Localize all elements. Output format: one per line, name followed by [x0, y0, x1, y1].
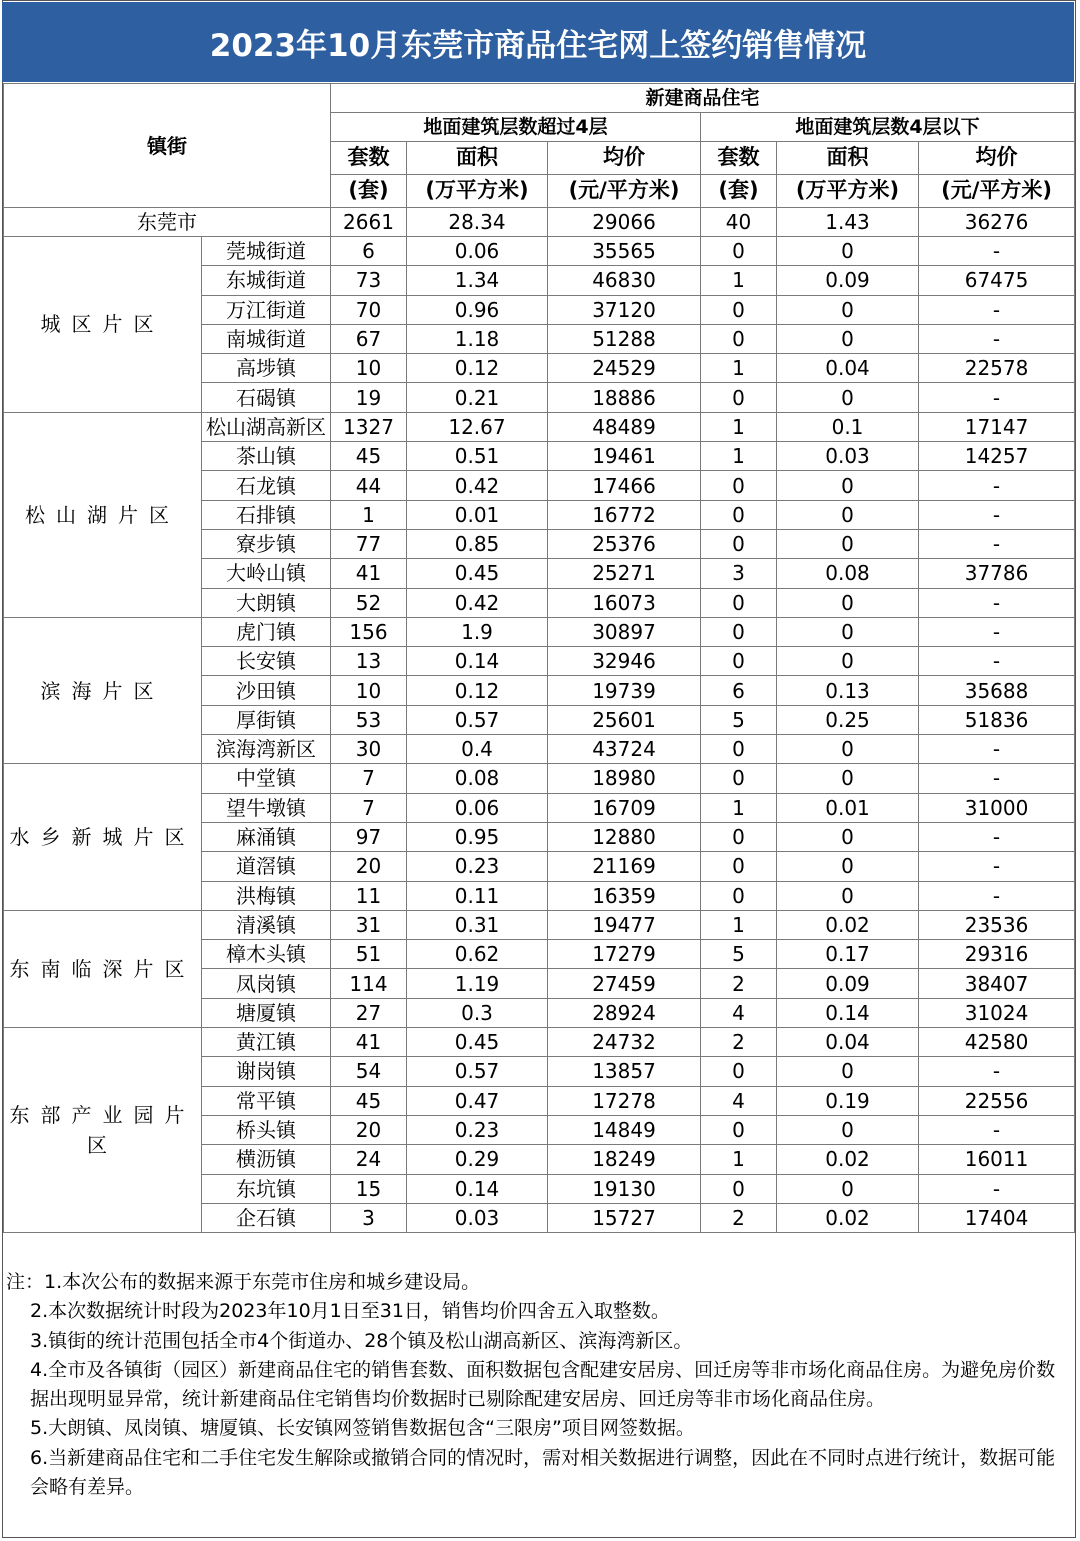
city-area-below4: 1.43: [777, 208, 919, 237]
price-below4: -: [919, 881, 1075, 910]
price-above4: 27459: [548, 969, 701, 998]
count-above4: 156: [331, 617, 407, 646]
area-above4: 0.23: [407, 1115, 548, 1144]
count-above4: 77: [331, 529, 407, 558]
count-below4: 1: [701, 1145, 777, 1174]
count-above4: 1: [331, 500, 407, 529]
city-price-below4: 36276: [919, 208, 1075, 237]
count-below4: 5: [701, 940, 777, 969]
area-above4: 0.62: [407, 940, 548, 969]
area-above4: 0.23: [407, 852, 548, 881]
town-name: 高埗镇: [202, 354, 331, 383]
count-above4: 1327: [331, 412, 407, 441]
area-below4: 0: [777, 237, 919, 266]
city-name: 东莞市: [4, 208, 331, 237]
price-below4: 67475: [919, 266, 1075, 295]
town-name: 凤岗镇: [202, 969, 331, 998]
area-below4: 0: [777, 383, 919, 412]
price-above4: 51288: [548, 324, 701, 353]
table-row: [4, 617, 1075, 646]
town-name: 厚街镇: [202, 705, 331, 734]
count-above4: 6: [331, 237, 407, 266]
area-above4: 0.12: [407, 354, 548, 383]
area-below4: 0: [777, 500, 919, 529]
price-below4: 42580: [919, 1028, 1075, 1057]
note-line: 5.大朗镇、凤岗镇、塘厦镇、长安镇网签销售数据包含“三限房”项目网签数据。: [30, 1417, 695, 1440]
table-row: [4, 910, 1075, 939]
city-total-row: [4, 208, 1075, 237]
price-below4: -: [919, 324, 1075, 353]
count-above4: 54: [331, 1057, 407, 1086]
region-name: 松山湖片区: [4, 412, 202, 617]
count-below4: 6: [701, 676, 777, 705]
price-above4: 16772: [548, 500, 701, 529]
town-name: 横沥镇: [202, 1145, 331, 1174]
area-unit: (万平方米): [407, 175, 548, 208]
area-above4: 12.67: [407, 412, 548, 441]
price-above4: 37120: [548, 295, 701, 324]
city-area-above4: 28.34: [407, 208, 548, 237]
count-below4: 0: [701, 1115, 777, 1144]
area-below4: 0.02: [777, 1203, 919, 1232]
price-above4: 28924: [548, 998, 701, 1027]
count-above4: 31: [331, 910, 407, 939]
price-below4: 23536: [919, 910, 1075, 939]
table-row: [4, 237, 1075, 266]
count-below4: 0: [701, 647, 777, 676]
area-above4: 0.12: [407, 676, 548, 705]
region-name: 滨海片区: [4, 617, 202, 763]
price-above4: 16073: [548, 588, 701, 617]
count-above4: 19: [331, 383, 407, 412]
area-above4: 0.08: [407, 764, 548, 793]
count-above4: 70: [331, 295, 407, 324]
count-above4: 7: [331, 793, 407, 822]
area-below4: 0: [777, 881, 919, 910]
price-below4: -: [919, 764, 1075, 793]
area-below4: 0: [777, 735, 919, 764]
area-below4: 0: [777, 529, 919, 558]
town-name: 虎门镇: [202, 617, 331, 646]
price-below4: -: [919, 617, 1075, 646]
count-above4: 11: [331, 881, 407, 910]
count-below4: 4: [701, 998, 777, 1027]
price-below4: 51836: [919, 705, 1075, 734]
price-above4: 13857: [548, 1057, 701, 1086]
count-below4: 0: [701, 617, 777, 646]
price-above4: 24732: [548, 1028, 701, 1057]
table-row: [4, 412, 1075, 441]
area-above4: 0.4: [407, 735, 548, 764]
price-above4: 32946: [548, 647, 701, 676]
area-below4: 0: [777, 471, 919, 500]
note-line: 6.当新建商品住宅和二手住宅发生解除或撤销合同的情况时，需对相关数据进行调整，因此在不同时点进行统计，数据可能会略有差异。: [30, 1446, 1056, 1499]
town-name: 莞城街道: [202, 237, 331, 266]
area-below4: 0.13: [777, 676, 919, 705]
count-below4: 0: [701, 500, 777, 529]
count-above4: 73: [331, 266, 407, 295]
count-above4: 15: [331, 1174, 407, 1203]
price-below4: 29316: [919, 940, 1075, 969]
count-below4: 0: [701, 529, 777, 558]
town-name: 谢岗镇: [202, 1057, 331, 1086]
count-below4: 1: [701, 910, 777, 939]
town-name: 石龙镇: [202, 471, 331, 500]
count-above4: 3: [331, 1203, 407, 1232]
town-name: 南城街道: [202, 324, 331, 353]
price-below4: -: [919, 647, 1075, 676]
count-below4: 0: [701, 324, 777, 353]
town-name: 常平镇: [202, 1086, 331, 1115]
area-above4: 0.14: [407, 647, 548, 676]
area-below4: 0: [777, 1057, 919, 1086]
price-below4: -: [919, 529, 1075, 558]
area-unit: (万平方米): [777, 175, 919, 208]
area-above4: 0.42: [407, 471, 548, 500]
count-above4: 67: [331, 324, 407, 353]
area-below4: 0: [777, 1174, 919, 1203]
town-name: 桥头镇: [202, 1115, 331, 1144]
count-below4: 0: [701, 852, 777, 881]
city-price-above4: 29066: [548, 208, 701, 237]
town-name: 大岭山镇: [202, 559, 331, 588]
area-above4: 0.57: [407, 1057, 548, 1086]
count-above4: 20: [331, 852, 407, 881]
region-name: 东南临深片区: [4, 910, 202, 1027]
price-above4: 25271: [548, 559, 701, 588]
count-below4: 0: [701, 881, 777, 910]
area-below4: 0.09: [777, 266, 919, 295]
area-header: 面积: [777, 142, 919, 175]
price-above4: 17466: [548, 471, 701, 500]
count-above4: 24: [331, 1145, 407, 1174]
price-below4: -: [919, 500, 1075, 529]
area-below4: 0.19: [777, 1086, 919, 1115]
price-above4: 17279: [548, 940, 701, 969]
count-below4: 1: [701, 412, 777, 441]
price-above4: 12880: [548, 822, 701, 851]
city-count-above4: 2661: [331, 208, 407, 237]
price-unit: (元/平方米): [548, 175, 701, 208]
price-above4: 19130: [548, 1174, 701, 1203]
area-above4: 0.11: [407, 881, 548, 910]
note-line: 4.全市及各镇街（园区）新建商品住宅的销售套数、面积数据包含配建安居房、回迁房等非市场化商品住房。为避免房价数据出现明显异常，统计新建商品住宅销售均价数据时已剔除配建安居房、回迁房等非市场化商品住房。: [30, 1358, 1056, 1411]
town-name: 黄江镇: [202, 1028, 331, 1057]
price-unit: (元/平方米): [919, 175, 1075, 208]
price-below4: -: [919, 471, 1075, 500]
price-below4: -: [919, 735, 1075, 764]
price-below4: -: [919, 237, 1075, 266]
count-above4: 30: [331, 735, 407, 764]
town-name: 长安镇: [202, 647, 331, 676]
count-below4: 0: [701, 822, 777, 851]
area-above4: 1.18: [407, 324, 548, 353]
above-4-floors-header: 地面建筑层数超过4层: [331, 113, 701, 142]
area-below4: 0: [777, 588, 919, 617]
count-header: 套数: [701, 142, 777, 175]
sales-table: [3, 83, 1075, 1233]
area-above4: 0.29: [407, 1145, 548, 1174]
count-above4: 114: [331, 969, 407, 998]
count-header: 套数: [331, 142, 407, 175]
area-below4: 0: [777, 324, 919, 353]
area-above4: 0.57: [407, 705, 548, 734]
price-below4: 37786: [919, 559, 1075, 588]
price-above4: 14849: [548, 1115, 701, 1144]
town-column-header: 镇街: [4, 84, 331, 208]
price-above4: 21169: [548, 852, 701, 881]
count-above4: 10: [331, 354, 407, 383]
group-header: 新建商品住宅: [331, 84, 1075, 113]
count-above4: 53: [331, 705, 407, 734]
below-4-floors-header: 地面建筑层数4层以下: [701, 113, 1075, 142]
table-row: [4, 764, 1075, 793]
price-above4: 35565: [548, 237, 701, 266]
count-below4: 1: [701, 442, 777, 471]
area-above4: 1.9: [407, 617, 548, 646]
price-above4: 43724: [548, 735, 701, 764]
price-below4: -: [919, 588, 1075, 617]
count-below4: 4: [701, 1086, 777, 1115]
city-count-below4: 40: [701, 208, 777, 237]
area-below4: 0: [777, 295, 919, 324]
town-name: 道滘镇: [202, 852, 331, 881]
price-above4: 19461: [548, 442, 701, 471]
note-line: 2.本次数据统计时段为2023年10月1日至31日，销售均价四舍五入取整数。: [30, 1300, 670, 1323]
count-below4: 1: [701, 266, 777, 295]
town-name: 塘厦镇: [202, 998, 331, 1027]
area-below4: 0.04: [777, 354, 919, 383]
table-body: [4, 208, 1075, 1233]
price-above4: 18249: [548, 1145, 701, 1174]
town-name: 滨海湾新区: [202, 735, 331, 764]
area-below4: 0.02: [777, 910, 919, 939]
town-name: 樟木头镇: [202, 940, 331, 969]
area-above4: 0.06: [407, 793, 548, 822]
area-below4: 0: [777, 1115, 919, 1144]
town-name: 望牛墩镇: [202, 793, 331, 822]
town-name: 东坑镇: [202, 1174, 331, 1203]
price-above4: 18980: [548, 764, 701, 793]
count-below4: 1: [701, 793, 777, 822]
table-row: [4, 1028, 1075, 1057]
count-below4: 0: [701, 471, 777, 500]
price-below4: -: [919, 295, 1075, 324]
town-name: 中堂镇: [202, 764, 331, 793]
price-above4: 24529: [548, 354, 701, 383]
price-above4: 46830: [548, 266, 701, 295]
count-above4: 45: [331, 1086, 407, 1115]
area-above4: 0.03: [407, 1203, 548, 1232]
page-title: 2023年10月东莞市商品住宅网上签约销售情况: [2, 2, 1074, 82]
town-name: 万江街道: [202, 295, 331, 324]
price-above4: 17278: [548, 1086, 701, 1115]
region-name: 水乡新城片区: [4, 764, 202, 910]
price-above4: 48489: [548, 412, 701, 441]
area-above4: 0.42: [407, 588, 548, 617]
count-below4: 0: [701, 588, 777, 617]
price-below4: -: [919, 1174, 1075, 1203]
count-below4: 2: [701, 1028, 777, 1057]
area-header: 面积: [407, 142, 548, 175]
town-name: 石排镇: [202, 500, 331, 529]
price-below4: 16011: [919, 1145, 1075, 1174]
price-below4: 31000: [919, 793, 1075, 822]
count-above4: 45: [331, 442, 407, 471]
area-above4: 0.21: [407, 383, 548, 412]
count-above4: 44: [331, 471, 407, 500]
area-above4: 1.34: [407, 266, 548, 295]
count-below4: 0: [701, 1057, 777, 1086]
note-line: 注：1.本次公布的数据来源于东莞市住房和城乡建设局。: [6, 1271, 481, 1293]
town-name: 清溪镇: [202, 910, 331, 939]
note-line: 3.镇街的统计范围包括全市4个街道办、28个镇及松山湖高新区、滨海湾新区。: [30, 1329, 693, 1352]
notes-section: [6, 1268, 1066, 1502]
area-above4: 0.47: [407, 1086, 548, 1115]
count-above4: 13: [331, 647, 407, 676]
price-below4: 17404: [919, 1203, 1075, 1232]
price-above4: 19739: [548, 676, 701, 705]
price-above4: 16709: [548, 793, 701, 822]
area-below4: 0.17: [777, 940, 919, 969]
town-name: 石碣镇: [202, 383, 331, 412]
region-name: 城区片区: [4, 237, 202, 413]
area-above4: 0.51: [407, 442, 548, 471]
town-name: 松山湖高新区: [202, 412, 331, 441]
town-name: 茶山镇: [202, 442, 331, 471]
price-header: 均价: [548, 142, 701, 175]
area-below4: 0: [777, 852, 919, 881]
area-below4: 0: [777, 617, 919, 646]
count-unit: (套): [701, 175, 777, 208]
area-above4: 0.06: [407, 237, 548, 266]
price-above4: 25601: [548, 705, 701, 734]
region-name: 东部产业园片区: [4, 1028, 202, 1233]
area-below4: 0: [777, 764, 919, 793]
count-above4: 10: [331, 676, 407, 705]
area-below4: 0.04: [777, 1028, 919, 1057]
price-below4: -: [919, 822, 1075, 851]
area-below4: 0.1: [777, 412, 919, 441]
count-above4: 41: [331, 559, 407, 588]
count-below4: 1: [701, 354, 777, 383]
price-above4: 30897: [548, 617, 701, 646]
count-unit: (套): [331, 175, 407, 208]
area-above4: 0.01: [407, 500, 548, 529]
count-below4: 2: [701, 1203, 777, 1232]
area-below4: 0.03: [777, 442, 919, 471]
price-above4: 15727: [548, 1203, 701, 1232]
area-below4: 0: [777, 822, 919, 851]
area-above4: 0.45: [407, 559, 548, 588]
count-above4: 97: [331, 822, 407, 851]
count-above4: 52: [331, 588, 407, 617]
count-above4: 27: [331, 998, 407, 1027]
price-below4: -: [919, 852, 1075, 881]
count-below4: 3: [701, 559, 777, 588]
price-below4: 35688: [919, 676, 1075, 705]
count-above4: 41: [331, 1028, 407, 1057]
area-above4: 0.95: [407, 822, 548, 851]
count-below4: 0: [701, 237, 777, 266]
town-name: 洪梅镇: [202, 881, 331, 910]
town-name: 麻涌镇: [202, 822, 331, 851]
price-below4: 22578: [919, 354, 1075, 383]
area-below4: 0.14: [777, 998, 919, 1027]
count-below4: 0: [701, 295, 777, 324]
town-name: 沙田镇: [202, 676, 331, 705]
count-below4: 0: [701, 1174, 777, 1203]
price-below4: -: [919, 1057, 1075, 1086]
count-below4: 2: [701, 969, 777, 998]
price-above4: 19477: [548, 910, 701, 939]
price-below4: 22556: [919, 1086, 1075, 1115]
count-below4: 0: [701, 764, 777, 793]
town-name: 企石镇: [202, 1203, 331, 1232]
price-below4: 17147: [919, 412, 1075, 441]
count-below4: 0: [701, 735, 777, 764]
count-above4: 51: [331, 940, 407, 969]
area-below4: 0.09: [777, 969, 919, 998]
area-below4: 0.01: [777, 793, 919, 822]
count-above4: 7: [331, 764, 407, 793]
town-name: 东城街道: [202, 266, 331, 295]
count-below4: 5: [701, 705, 777, 734]
area-above4: 0.3: [407, 998, 548, 1027]
town-name: 大朗镇: [202, 588, 331, 617]
area-above4: 0.85: [407, 529, 548, 558]
count-above4: 20: [331, 1115, 407, 1144]
price-below4: 38407: [919, 969, 1075, 998]
price-below4: 14257: [919, 442, 1075, 471]
price-above4: 16359: [548, 881, 701, 910]
area-above4: 0.96: [407, 295, 548, 324]
area-above4: 1.19: [407, 969, 548, 998]
area-below4: 0.08: [777, 559, 919, 588]
price-below4: -: [919, 1115, 1075, 1144]
price-header: 均价: [919, 142, 1075, 175]
area-above4: 0.31: [407, 910, 548, 939]
price-below4: 31024: [919, 998, 1075, 1027]
area-below4: 0.02: [777, 1145, 919, 1174]
price-above4: 25376: [548, 529, 701, 558]
area-above4: 0.45: [407, 1028, 548, 1057]
price-above4: 18886: [548, 383, 701, 412]
count-below4: 0: [701, 383, 777, 412]
area-below4: 0: [777, 647, 919, 676]
area-below4: 0.25: [777, 705, 919, 734]
town-name: 寮步镇: [202, 529, 331, 558]
area-above4: 0.14: [407, 1174, 548, 1203]
price-below4: -: [919, 383, 1075, 412]
